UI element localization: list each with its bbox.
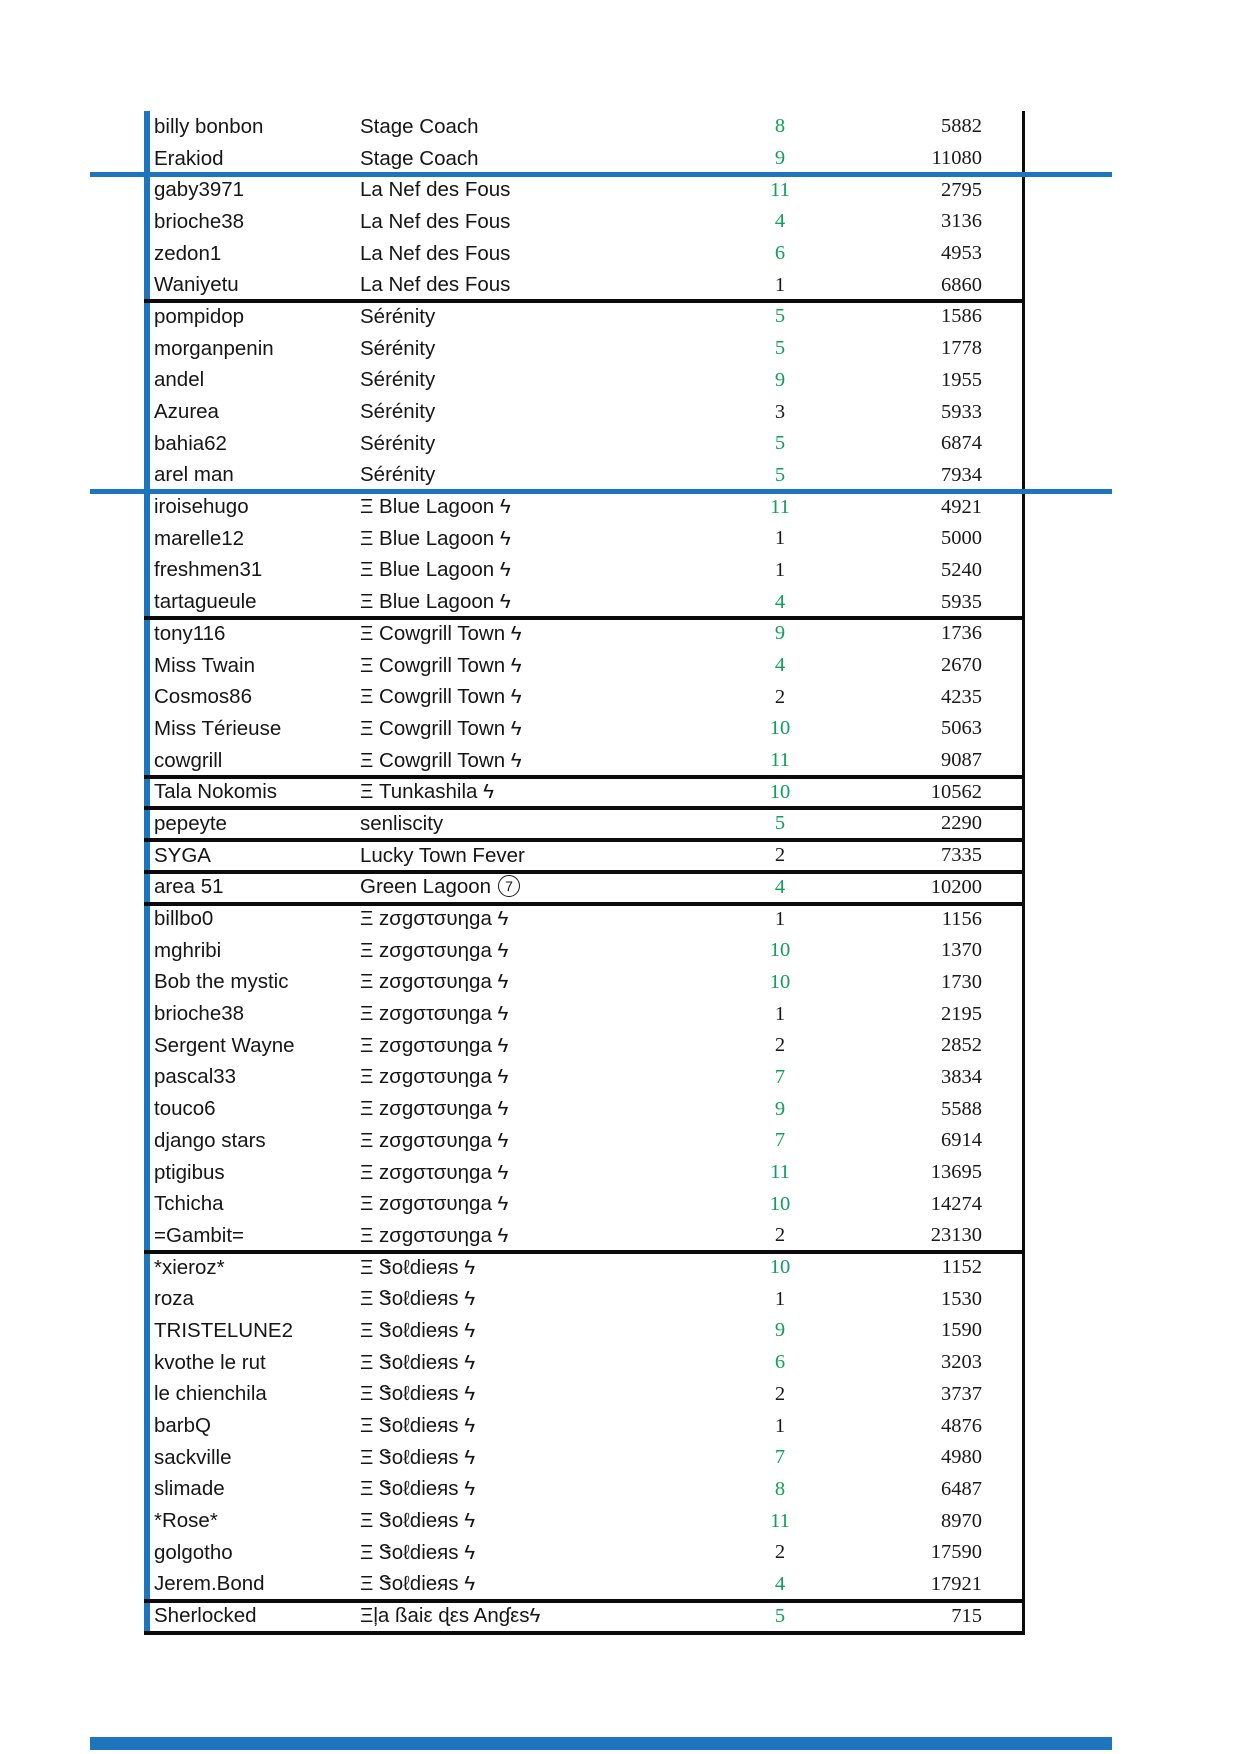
table-row xyxy=(144,776,1025,808)
points-cell: 9087 xyxy=(941,749,982,772)
team-name-cell: Ξ Ꮥoℓdieяs ϟ xyxy=(360,1540,476,1564)
score-cell: 7 xyxy=(774,1129,786,1152)
points-cell: 7934 xyxy=(941,463,982,486)
table-row xyxy=(144,1157,1025,1189)
table-row xyxy=(144,935,1025,967)
player-name-cell: Erakiod xyxy=(154,146,224,170)
table-row xyxy=(144,333,1025,365)
table-row xyxy=(144,1600,1025,1632)
team-name-cell: Ξļa ßaiε ɖεs Anɠεsϟ xyxy=(360,1604,541,1628)
table-row xyxy=(144,1062,1025,1094)
score-cell: 5 xyxy=(774,432,786,455)
points-cell: 4876 xyxy=(941,1414,982,1437)
team-name-cell: Stage Coach xyxy=(360,114,479,138)
player-name-cell: TRISTELUNE2 xyxy=(154,1318,293,1342)
team-name-cell: Ξ Ꮥoℓdieяs ϟ xyxy=(360,1287,476,1311)
player-name-cell: pascal33 xyxy=(154,1065,237,1089)
points-cell: 5933 xyxy=(941,400,982,423)
score-cell: 1 xyxy=(774,1414,786,1437)
score-cell: 11 xyxy=(770,178,790,201)
points-cell: 1955 xyxy=(941,368,982,391)
points-cell: 1152 xyxy=(941,1256,982,1279)
points-cell: 6874 xyxy=(941,432,982,455)
team-name-cell: Ξ Blue Lagoon ϟ xyxy=(360,558,511,582)
score-cell: 10 xyxy=(769,1256,791,1279)
table-row xyxy=(144,428,1025,460)
points-cell: 17590 xyxy=(930,1541,982,1564)
team-name-cell: La Nef des Fous xyxy=(360,241,511,265)
table-row xyxy=(144,1252,1025,1284)
points-cell: 13695 xyxy=(930,1161,982,1184)
player-name-cell: *Rose* xyxy=(154,1509,218,1533)
player-name-cell: barbQ xyxy=(154,1414,211,1438)
team-name-cell: Ξ zσɡστσυηga ϟ xyxy=(360,1097,509,1121)
player-name-cell: Cosmos86 xyxy=(154,685,252,709)
score-cell: 1 xyxy=(774,1002,786,1025)
points-cell: 14274 xyxy=(930,1192,982,1215)
score-cell: 4 xyxy=(774,875,786,898)
points-cell: 6487 xyxy=(941,1477,982,1500)
team-name-cell: Ξ zσɡστσυηga ϟ xyxy=(360,1128,509,1152)
points-cell: 1736 xyxy=(941,622,982,645)
table-row xyxy=(144,650,1025,682)
score-cell: 5 xyxy=(774,305,786,328)
player-name-cell: kvothe le rut xyxy=(154,1350,266,1374)
player-name-cell: Miss Twain xyxy=(154,653,256,677)
table-row xyxy=(144,1537,1025,1569)
player-name-cell: Tala Nokomis xyxy=(154,780,278,804)
points-cell: 5935 xyxy=(941,590,982,613)
team-name-cell: Ξ zσɡστσυηga ϟ xyxy=(360,1160,509,1184)
player-name-cell: billy bonbon xyxy=(154,114,264,138)
score-cell: 4 xyxy=(774,210,786,233)
score-cell: 1 xyxy=(774,1287,786,1310)
table-row xyxy=(144,1283,1025,1315)
black-group-separator xyxy=(144,775,1025,779)
score-cell: 2 xyxy=(774,1034,786,1057)
team-name-cell: Ξ zσɡστσυηga ϟ xyxy=(360,1223,509,1247)
team-name-cell: Ξ Cowgrill Town ϟ xyxy=(360,685,522,709)
team-name-cell: Stage Coach xyxy=(360,146,479,170)
table-row xyxy=(144,555,1025,587)
player-name-cell: Sherlocked xyxy=(154,1604,257,1628)
table-row xyxy=(144,1125,1025,1157)
blue-group-separator xyxy=(90,489,1112,495)
score-cell: 9 xyxy=(774,1319,786,1342)
table-row xyxy=(144,745,1025,777)
score-cell: 8 xyxy=(774,115,786,138)
points-cell: 1530 xyxy=(941,1287,982,1310)
points-cell: 4235 xyxy=(941,685,982,708)
score-cell: 9 xyxy=(774,622,786,645)
team-name-cell: Ξ Cowgrill Town ϟ xyxy=(360,621,522,645)
team-name-cell: Sérénity xyxy=(360,463,436,487)
team-name-cell: Ξ Tunkashila ϟ xyxy=(360,780,494,804)
team-name-cell: senliscity xyxy=(360,811,444,835)
points-cell: 3834 xyxy=(941,1065,982,1088)
black-group-separator xyxy=(144,902,1025,906)
team-name-cell: Ξ Ꮥoℓdieяs ϟ xyxy=(360,1414,476,1438)
points-cell: 2290 xyxy=(941,812,982,835)
team-name-cell: Ξ zσɡστσυηga ϟ xyxy=(360,1065,509,1089)
points-cell: 3136 xyxy=(941,210,982,233)
player-name-cell: Miss Térieuse xyxy=(154,716,282,740)
player-name-cell: gaby3971 xyxy=(154,178,245,202)
score-cell: 5 xyxy=(774,1604,786,1627)
player-name-cell: marelle12 xyxy=(154,526,245,550)
points-cell: 2795 xyxy=(941,178,982,201)
table-row xyxy=(144,967,1025,999)
points-cell: 23130 xyxy=(930,1224,982,1247)
player-name-cell: SYGA xyxy=(154,843,211,867)
player-name-cell: roza xyxy=(154,1287,194,1311)
score-cell: 6 xyxy=(774,242,786,265)
team-name-cell: La Nef des Fous xyxy=(360,209,511,233)
black-group-separator xyxy=(144,1631,1025,1635)
player-name-cell: iroisehugo xyxy=(154,495,249,519)
table-row xyxy=(144,872,1025,904)
table-row xyxy=(144,523,1025,555)
points-cell: 2852 xyxy=(941,1034,982,1057)
table-row xyxy=(144,1410,1025,1442)
team-name-cell: Ξ Ꮥoℓdieяs ϟ xyxy=(360,1572,476,1596)
score-cell: 7 xyxy=(774,1065,786,1088)
table-row xyxy=(144,1093,1025,1125)
table-row xyxy=(144,998,1025,1030)
black-group-separator xyxy=(144,838,1025,842)
team-name-cell: Sérénity xyxy=(360,368,436,392)
score-cell: 9 xyxy=(774,147,786,170)
score-cell: 7 xyxy=(774,1446,786,1469)
team-name-cell: Ξ zσɡστσυηga ϟ xyxy=(360,1192,509,1216)
points-cell: 3737 xyxy=(941,1382,982,1405)
team-name-cell: Ξ zσɡστσυηga ϟ xyxy=(360,1002,509,1026)
table-row xyxy=(144,586,1025,618)
points-cell: 1156 xyxy=(941,907,982,930)
team-name-cell: Ξ Blue Lagoon ϟ xyxy=(360,526,511,550)
points-cell: 5063 xyxy=(941,717,982,740)
player-name-cell: slimade xyxy=(154,1477,225,1501)
score-cell: 9 xyxy=(774,368,786,391)
score-cell: 11 xyxy=(770,1161,790,1184)
score-cell: 10 xyxy=(769,780,791,803)
points-cell: 7335 xyxy=(941,844,982,867)
score-cell: 10 xyxy=(769,939,791,962)
points-cell: 4953 xyxy=(941,242,982,265)
player-name-cell: arel man xyxy=(154,463,234,487)
player-name-cell: Waniyetu xyxy=(154,273,239,297)
points-cell: 17921 xyxy=(930,1572,982,1595)
table-row xyxy=(144,681,1025,713)
player-name-cell: tartagueule xyxy=(154,590,257,614)
table-row xyxy=(144,1315,1025,1347)
player-name-cell: touco6 xyxy=(154,1097,216,1121)
score-cell: 2 xyxy=(774,844,786,867)
table-row xyxy=(144,1379,1025,1411)
score-cell: 1 xyxy=(774,558,786,581)
team-name-cell: Sérénity xyxy=(360,304,436,328)
table-row xyxy=(144,618,1025,650)
score-cell: 11 xyxy=(770,1509,790,1532)
team-name-cell: Sérénity xyxy=(360,336,436,360)
points-cell: 1730 xyxy=(941,970,982,993)
points-cell: 1590 xyxy=(941,1319,982,1342)
score-cell: 5 xyxy=(774,812,786,835)
team-name-cell: Ξ zσɡστσυηga ϟ xyxy=(360,907,509,931)
table-row xyxy=(144,713,1025,745)
points-cell: 1586 xyxy=(941,305,982,328)
score-cell: 9 xyxy=(774,1097,786,1120)
score-cell: 2 xyxy=(774,1224,786,1247)
score-cell: 5 xyxy=(774,337,786,360)
team-name-cell: Ξ Ꮥoℓdieяs ϟ xyxy=(360,1509,476,1533)
player-name-cell: ptigibus xyxy=(154,1160,225,1184)
black-group-separator xyxy=(144,870,1025,874)
score-cell: 1 xyxy=(774,273,786,296)
score-cell: 2 xyxy=(774,1382,786,1405)
points-cell: 5000 xyxy=(941,527,982,550)
player-name-cell: =Gambit= xyxy=(154,1223,245,1247)
table-row xyxy=(144,1505,1025,1537)
score-cell: 1 xyxy=(774,527,786,550)
blue-bottom-border xyxy=(90,1737,1112,1750)
player-name-cell: pepeyte xyxy=(154,811,227,835)
player-name-cell: golgotho xyxy=(154,1540,233,1564)
table-row xyxy=(144,1347,1025,1379)
points-cell: 1370 xyxy=(941,939,982,962)
player-name-cell: Bob the mystic xyxy=(154,970,289,994)
team-name-cell: Green Lagoon 7 xyxy=(360,875,630,899)
player-name-cell: bahia62 xyxy=(154,431,227,455)
table-row xyxy=(144,269,1025,301)
player-name-cell: *xieroz* xyxy=(154,1255,225,1279)
team-name-cell: Ξ Ꮥoℓdieяs ϟ xyxy=(360,1445,476,1469)
points-cell: 10200 xyxy=(930,875,982,898)
player-name-cell: andel xyxy=(154,368,205,392)
black-group-separator xyxy=(144,299,1025,303)
points-cell: 10562 xyxy=(930,780,982,803)
score-cell: 4 xyxy=(774,590,786,613)
player-name-cell: morganpenin xyxy=(154,336,274,360)
table-row xyxy=(144,111,1025,143)
player-name-cell: mghribi xyxy=(154,938,222,962)
score-cell: 10 xyxy=(769,1192,791,1215)
player-name-cell: sackville xyxy=(154,1445,232,1469)
table-row xyxy=(144,1030,1025,1062)
score-cell: 5 xyxy=(774,463,786,486)
team-name-cell: Ξ zσɡστσυηga ϟ xyxy=(360,1033,509,1057)
team-name-cell: Sérénity xyxy=(360,400,436,424)
table-row xyxy=(144,460,1025,492)
blue-group-separator xyxy=(90,172,1112,178)
team-name-cell: Ξ Blue Lagoon ϟ xyxy=(360,590,511,614)
points-cell: 5588 xyxy=(941,1097,982,1120)
points-cell: 2670 xyxy=(941,654,982,677)
table-row xyxy=(144,1442,1025,1474)
score-cell: 4 xyxy=(774,654,786,677)
team-name-cell: Ξ Cowgrill Town ϟ xyxy=(360,748,522,772)
points-cell: 4921 xyxy=(941,495,982,518)
points-cell: 1778 xyxy=(941,337,982,360)
player-name-cell: Azurea xyxy=(154,400,219,424)
team-name-cell: Ξ zσɡστσυηga ϟ xyxy=(360,970,509,994)
team-name-cell: Sérénity xyxy=(360,431,436,455)
team-name-cell: Ξ Ꮥoℓdieяs ϟ xyxy=(360,1477,476,1501)
score-cell: 3 xyxy=(774,400,786,423)
points-cell: 5882 xyxy=(941,115,982,138)
score-cell: 11 xyxy=(770,495,790,518)
points-cell: 3203 xyxy=(941,1351,982,1374)
score-cell: 11 xyxy=(770,749,790,772)
player-name-cell: zedon1 xyxy=(154,241,222,265)
table-row xyxy=(144,143,1025,175)
player-name-cell: billbo0 xyxy=(154,907,214,931)
table-row xyxy=(144,238,1025,270)
player-name-cell: freshmen31 xyxy=(154,558,263,582)
table-row xyxy=(144,808,1025,840)
points-cell: 8970 xyxy=(941,1509,982,1532)
team-name-cell: La Nef des Fous xyxy=(360,178,511,202)
points-cell: 6914 xyxy=(941,1129,982,1152)
score-cell: 10 xyxy=(769,970,791,993)
points-cell: 715 xyxy=(951,1604,982,1627)
table-row xyxy=(144,1220,1025,1252)
score-cell: 6 xyxy=(774,1351,786,1374)
table-row xyxy=(144,174,1025,206)
team-name-cell: Ξ Ꮥoℓdieяs ϟ xyxy=(360,1350,476,1374)
team-name-cell: Lucky Town Fever xyxy=(360,843,525,867)
score-cell: 2 xyxy=(774,685,786,708)
player-name-cell: area 51 xyxy=(154,875,224,899)
table-row xyxy=(144,1569,1025,1601)
player-name-cell: Tchicha xyxy=(154,1192,224,1216)
team-name-cell: Ξ Ꮥoℓdieяs ϟ xyxy=(360,1318,476,1342)
team-name-cell: La Nef des Fous xyxy=(360,273,511,297)
black-group-separator xyxy=(144,806,1025,810)
table-row xyxy=(144,903,1025,935)
player-name-cell: tony116 xyxy=(154,621,226,645)
team-name-cell: Ξ Blue Lagoon ϟ xyxy=(360,495,511,519)
table-row xyxy=(144,840,1025,872)
table-row xyxy=(144,1188,1025,1220)
team-name-cell: Ξ Cowgrill Town ϟ xyxy=(360,653,522,677)
points-cell: 6860 xyxy=(941,273,982,296)
table-row xyxy=(144,396,1025,428)
player-name-cell: pompidop xyxy=(154,304,245,328)
black-group-separator xyxy=(144,616,1025,620)
points-cell: 5240 xyxy=(941,558,982,581)
score-cell: 4 xyxy=(774,1572,786,1595)
player-name-cell: Jerem.Bond xyxy=(154,1572,265,1596)
score-cell: 1 xyxy=(774,907,786,930)
points-cell: 2195 xyxy=(941,1002,982,1025)
table-row xyxy=(144,206,1025,238)
table-row xyxy=(144,365,1025,397)
black-group-separator xyxy=(144,1250,1025,1254)
player-name-cell: le chienchila xyxy=(154,1382,267,1406)
circled-number-badge: 7 xyxy=(498,875,520,897)
score-cell: 10 xyxy=(769,717,791,740)
player-name-cell: Sergent Wayne xyxy=(154,1033,295,1057)
team-name-cell: Ξ Ꮥoℓdieяs ϟ xyxy=(360,1382,476,1406)
table-row xyxy=(144,491,1025,523)
player-name-cell: brioche38 xyxy=(154,209,245,233)
player-name-cell: brioche38 xyxy=(154,1002,245,1026)
team-name-cell: Ξ Cowgrill Town ϟ xyxy=(360,716,522,740)
table-row xyxy=(144,1474,1025,1506)
team-name-cell: Ξ zσɡστσυηga ϟ xyxy=(360,938,509,962)
team-name-cell: Ξ Ꮥoℓdieяs ϟ xyxy=(360,1255,476,1279)
black-group-separator xyxy=(144,1599,1025,1603)
table-row xyxy=(144,301,1025,333)
player-name-cell: django stars xyxy=(154,1128,266,1152)
score-cell: 8 xyxy=(774,1477,786,1500)
player-name-cell: cowgrill xyxy=(154,748,223,772)
points-cell: 11080 xyxy=(931,147,982,170)
score-cell: 2 xyxy=(774,1541,786,1564)
points-cell: 4980 xyxy=(941,1446,982,1469)
